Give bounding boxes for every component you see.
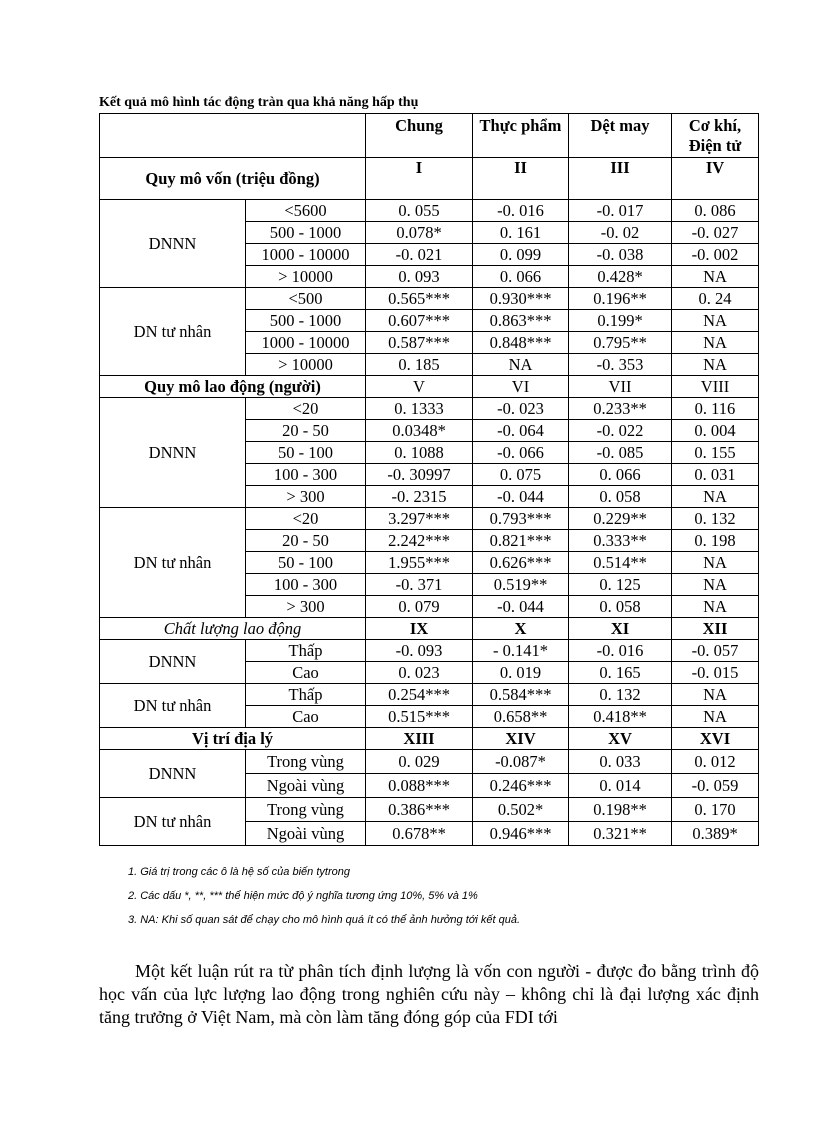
value-cell: 0. 014 bbox=[569, 774, 672, 798]
row-label: Trong vùng bbox=[246, 798, 366, 822]
value-cell: -0. 038 bbox=[569, 244, 672, 266]
value-cell: NA bbox=[672, 684, 759, 706]
value-cell: - 0.141* bbox=[473, 640, 569, 662]
section-column-label: XIV bbox=[473, 728, 569, 750]
header-co-khi: Cơ khí, Điện tử bbox=[672, 114, 759, 158]
value-cell: -0. 017 bbox=[569, 200, 672, 222]
results-table bbox=[99, 113, 759, 846]
value-cell: -0. 044 bbox=[473, 596, 569, 618]
section-column-label: III bbox=[569, 158, 672, 200]
value-cell: 0.333** bbox=[569, 530, 672, 552]
value-cell: -0. 022 bbox=[569, 420, 672, 442]
value-cell: -0. 371 bbox=[366, 574, 473, 596]
body-paragraph bbox=[99, 960, 759, 1029]
value-cell: -0. 059 bbox=[672, 774, 759, 798]
value-cell: 0. 1088 bbox=[366, 442, 473, 464]
value-cell: 0.428* bbox=[569, 266, 672, 288]
group-label: DNNN bbox=[100, 640, 246, 684]
row-label: > 300 bbox=[246, 596, 366, 618]
row-label: Thấp bbox=[246, 640, 366, 662]
row-label: <5600 bbox=[246, 200, 366, 222]
section-title: Quy mô lao động (người) bbox=[100, 376, 366, 398]
value-cell: 0.515*** bbox=[366, 706, 473, 728]
value-cell: 0. 058 bbox=[569, 596, 672, 618]
value-cell: 0.198** bbox=[569, 798, 672, 822]
section-column-label: X bbox=[473, 618, 569, 640]
group-label: DNNN bbox=[100, 750, 246, 798]
value-cell: 0.848*** bbox=[473, 332, 569, 354]
section-column-label: VII bbox=[569, 376, 672, 398]
value-cell: 0.0348* bbox=[366, 420, 473, 442]
section-title: Vị trí địa lý bbox=[100, 728, 366, 750]
value-cell: 0. 132 bbox=[569, 684, 672, 706]
group-label: DN tư nhân bbox=[100, 798, 246, 846]
header-chung: Chung bbox=[366, 114, 473, 158]
section-column-label: XV bbox=[569, 728, 672, 750]
row-label: <500 bbox=[246, 288, 366, 310]
table-caption: Kết quả mô hình tác động tràn qua khả năng hấp thụ bbox=[99, 95, 419, 110]
section-column-label: IX bbox=[366, 618, 473, 640]
table-notes bbox=[128, 860, 520, 932]
value-cell: NA bbox=[672, 486, 759, 508]
section-header-row bbox=[100, 376, 759, 398]
value-cell: 0.389* bbox=[672, 822, 759, 846]
group-label: DN tư nhân bbox=[100, 508, 246, 618]
row-label: 500 - 1000 bbox=[246, 310, 366, 332]
section-title: Chất lượng lao động bbox=[100, 618, 366, 640]
value-cell: 0. 023 bbox=[366, 662, 473, 684]
value-cell: 0. 029 bbox=[366, 750, 473, 774]
value-cell: -0. 2315 bbox=[366, 486, 473, 508]
header-empty bbox=[100, 114, 366, 158]
row-label: 100 - 300 bbox=[246, 574, 366, 596]
table-row bbox=[100, 684, 759, 706]
value-cell: -0. 353 bbox=[569, 354, 672, 376]
value-cell: NA bbox=[672, 552, 759, 574]
value-cell: -0. 002 bbox=[672, 244, 759, 266]
row-label: <20 bbox=[246, 508, 366, 530]
value-cell: 0.514** bbox=[569, 552, 672, 574]
value-cell: 0.863*** bbox=[473, 310, 569, 332]
value-cell: 0. 019 bbox=[473, 662, 569, 684]
value-cell: 0.229** bbox=[569, 508, 672, 530]
value-cell: 0. 132 bbox=[672, 508, 759, 530]
row-label: Ngoài vùng bbox=[246, 774, 366, 798]
value-cell: -0. 021 bbox=[366, 244, 473, 266]
row-label: Cao bbox=[246, 662, 366, 684]
value-cell: 0. 012 bbox=[672, 750, 759, 774]
note-3: 3. NA: Khi số quan sát để chạy cho mô hình quá ít có thể ảnh hưởng tới kết quả. bbox=[128, 914, 521, 926]
value-cell: 0.793*** bbox=[473, 508, 569, 530]
value-cell: 0. 086 bbox=[672, 200, 759, 222]
value-cell: 0. 066 bbox=[569, 464, 672, 486]
header-det-may: Dệt may bbox=[569, 114, 672, 158]
section-column-label: XII bbox=[672, 618, 759, 640]
table-row bbox=[100, 398, 759, 420]
row-label: > 10000 bbox=[246, 354, 366, 376]
value-cell: 0. 185 bbox=[366, 354, 473, 376]
value-cell: -0. 044 bbox=[473, 486, 569, 508]
section-column-label: I bbox=[366, 158, 473, 200]
value-cell: 2.242*** bbox=[366, 530, 473, 552]
row-label: 500 - 1000 bbox=[246, 222, 366, 244]
value-cell: 0.658** bbox=[473, 706, 569, 728]
section-column-label: XIII bbox=[366, 728, 473, 750]
value-cell: 0. 161 bbox=[473, 222, 569, 244]
value-cell: -0. 02 bbox=[569, 222, 672, 244]
value-cell: 0. 033 bbox=[569, 750, 672, 774]
value-cell: 0.821*** bbox=[473, 530, 569, 552]
row-label: 1000 - 10000 bbox=[246, 332, 366, 354]
row-label: 50 - 100 bbox=[246, 552, 366, 574]
row-label: <20 bbox=[246, 398, 366, 420]
value-cell: -0. 015 bbox=[672, 662, 759, 684]
value-cell: 0. 075 bbox=[473, 464, 569, 486]
group-label: DNNN bbox=[100, 200, 246, 288]
value-cell: 0.930*** bbox=[473, 288, 569, 310]
row-label: Ngoài vùng bbox=[246, 822, 366, 846]
row-label: 1000 - 10000 bbox=[246, 244, 366, 266]
section-header-row bbox=[100, 618, 759, 640]
note-2: 2. Các dấu *, **, *** thể hiện mức độ ý nghĩa tương ứng 10%, 5% và 1% bbox=[128, 890, 478, 902]
value-cell: -0. 066 bbox=[473, 442, 569, 464]
value-cell: 0.418** bbox=[569, 706, 672, 728]
value-cell: 0.795** bbox=[569, 332, 672, 354]
section-column-label: VIII bbox=[672, 376, 759, 398]
value-cell: 0. 116 bbox=[672, 398, 759, 420]
section-column-label: IV bbox=[672, 158, 759, 200]
value-cell: -0. 30997 bbox=[366, 464, 473, 486]
row-label: 50 - 100 bbox=[246, 442, 366, 464]
value-cell: NA bbox=[672, 266, 759, 288]
value-cell: 0.196** bbox=[569, 288, 672, 310]
value-cell: 0. 170 bbox=[672, 798, 759, 822]
value-cell: NA bbox=[672, 596, 759, 618]
section-header-row bbox=[100, 728, 759, 750]
value-cell: 0.386*** bbox=[366, 798, 473, 822]
value-cell: 0.587*** bbox=[366, 332, 473, 354]
value-cell: 0. 031 bbox=[672, 464, 759, 486]
value-cell: -0. 023 bbox=[473, 398, 569, 420]
section-column-label: VI bbox=[473, 376, 569, 398]
value-cell: -0. 027 bbox=[672, 222, 759, 244]
value-cell: 0. 066 bbox=[473, 266, 569, 288]
value-cell: 0. 099 bbox=[473, 244, 569, 266]
value-cell: 0.519** bbox=[473, 574, 569, 596]
table-row bbox=[100, 798, 759, 822]
value-cell: NA bbox=[672, 706, 759, 728]
group-label: DNNN bbox=[100, 398, 246, 508]
value-cell: 0.078* bbox=[366, 222, 473, 244]
value-cell: 3.297*** bbox=[366, 508, 473, 530]
row-label: Trong vùng bbox=[246, 750, 366, 774]
row-label: > 10000 bbox=[246, 266, 366, 288]
section-header-row bbox=[100, 158, 759, 200]
value-cell: -0. 064 bbox=[473, 420, 569, 442]
table-row bbox=[100, 508, 759, 530]
value-cell: 0.565*** bbox=[366, 288, 473, 310]
value-cell: -0. 085 bbox=[569, 442, 672, 464]
value-cell: 0. 1333 bbox=[366, 398, 473, 420]
value-cell: NA bbox=[473, 354, 569, 376]
value-cell: 0.321** bbox=[569, 822, 672, 846]
value-cell: 0. 125 bbox=[569, 574, 672, 596]
value-cell: 0. 24 bbox=[672, 288, 759, 310]
value-cell: 1.955*** bbox=[366, 552, 473, 574]
value-cell: -0. 016 bbox=[473, 200, 569, 222]
value-cell: 0. 155 bbox=[672, 442, 759, 464]
table-row bbox=[100, 288, 759, 310]
section-column-label: II bbox=[473, 158, 569, 200]
value-cell: 0.502* bbox=[473, 798, 569, 822]
note-1: 1. Giá trị trong các ô là hệ số của biến tytrong bbox=[128, 866, 350, 878]
row-label: 20 - 50 bbox=[246, 420, 366, 442]
section-column-label: V bbox=[366, 376, 473, 398]
value-cell: 0.088*** bbox=[366, 774, 473, 798]
section-title: Quy mô vốn (triệu đồng) bbox=[100, 158, 366, 200]
value-cell: 0. 058 bbox=[569, 486, 672, 508]
value-cell: -0. 057 bbox=[672, 640, 759, 662]
value-cell: NA bbox=[672, 574, 759, 596]
value-cell: 0.626*** bbox=[473, 552, 569, 574]
value-cell: NA bbox=[672, 332, 759, 354]
row-label: 100 - 300 bbox=[246, 464, 366, 486]
value-cell: NA bbox=[672, 354, 759, 376]
group-label: DN tư nhân bbox=[100, 684, 246, 728]
value-cell: 0.233** bbox=[569, 398, 672, 420]
value-cell: 0. 165 bbox=[569, 662, 672, 684]
value-cell: 0. 055 bbox=[366, 200, 473, 222]
table-row bbox=[100, 200, 759, 222]
paragraph-text: Một kết luận rút ra từ phân tích định lượng là vốn con người - được đo bằng trình độ học vấn của lực lượng lao động trong nghiên cứu này – không chỉ là đại lượng xác định tăng trưởng ở Việt Nam, mà còn làm tăng đóng góp của FDI tới bbox=[99, 961, 759, 1027]
value-cell: 0.584*** bbox=[473, 684, 569, 706]
value-cell: 0. 093 bbox=[366, 266, 473, 288]
value-cell: 0. 004 bbox=[672, 420, 759, 442]
row-label: 20 - 50 bbox=[246, 530, 366, 552]
value-cell: -0. 093 bbox=[366, 640, 473, 662]
section-column-label: XI bbox=[569, 618, 672, 640]
results-table-body bbox=[100, 114, 759, 846]
table-row bbox=[100, 640, 759, 662]
row-label: > 300 bbox=[246, 486, 366, 508]
value-cell: 0.199* bbox=[569, 310, 672, 332]
header-thuc-pham: Thực phẩm bbox=[473, 114, 569, 158]
value-cell: -0.087* bbox=[473, 750, 569, 774]
value-cell: 0.678** bbox=[366, 822, 473, 846]
value-cell: 0.946*** bbox=[473, 822, 569, 846]
row-label: Thấp bbox=[246, 684, 366, 706]
group-label: DN tư nhân bbox=[100, 288, 246, 376]
value-cell: 0.607*** bbox=[366, 310, 473, 332]
section-column-label: XVI bbox=[672, 728, 759, 750]
value-cell: 0. 079 bbox=[366, 596, 473, 618]
header-row bbox=[100, 114, 759, 158]
value-cell: 0.246*** bbox=[473, 774, 569, 798]
value-cell: -0. 016 bbox=[569, 640, 672, 662]
row-label: Cao bbox=[246, 706, 366, 728]
value-cell: 0.254*** bbox=[366, 684, 473, 706]
value-cell: 0. 198 bbox=[672, 530, 759, 552]
table-row bbox=[100, 750, 759, 774]
value-cell: NA bbox=[672, 310, 759, 332]
